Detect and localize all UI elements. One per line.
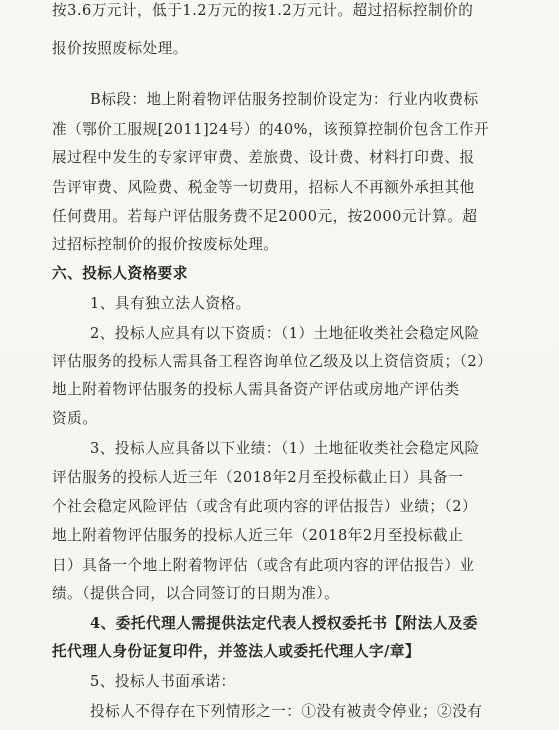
text-line: 1、具有独立法人资格。 (90, 295, 251, 312)
text-line: 评估服务的投标人近三年（2018年2月至投标截止日）具备一 (52, 469, 464, 486)
text-line: 告评审费、风险费、税金等一切费用，招标人不再额外承担其他 (52, 179, 475, 196)
text-line: 4、委托代理人需提供法定代表人授权委托书【附法人及委 (90, 615, 479, 632)
text-line: 资质。 (52, 410, 98, 427)
text-line: B标段：地上附着物评估服务控制价设定为：行业内收费标 (90, 91, 479, 108)
text-line: 5、投标人书面承诺： (90, 673, 236, 690)
text-line: 绩。（提供合同，以合同签订的日期为准）。 (52, 585, 340, 602)
text-line: 地上附着物评估服务的投标人需具备资产评估或房地产评估类 (52, 381, 460, 398)
text-line: 任何费用。若每户评估服务费不足2000元，按2000元计算。超 (52, 208, 478, 225)
text-line: 3、投标人应具备以下业绩：（1）土地征收类社会稳定风险 (90, 440, 480, 457)
text-line: 展过程中发生的专家评审费、差旅费、设计费、材料打印费、报 (52, 149, 475, 166)
text-line: 评估服务的投标人需具备工程咨询单位乙级及以上资信资质；（2） (52, 353, 493, 370)
text-line: 按3.6万元计，低于1.2万元的按1.2万元计。超过招标控制价的 (52, 2, 474, 19)
text-line: 报价按照废标处理。 (52, 40, 188, 57)
text-line: 准（鄂价工服规[2011]24号）的40%，该预算控制价包含工作开 (52, 121, 490, 138)
text-line: 日）具备一个地上附着物评估（或含有此项内容的评估报告）业 (52, 557, 475, 574)
text-line: 托代理人身份证复印件，并签法人或委托代理人字/章】 (52, 643, 421, 660)
text-line: 过招标控制价的报价按废标处理。 (52, 236, 279, 253)
text-line: 投标人不得存在下列情形之一：①没有被责令停业；②没有 (90, 703, 483, 720)
text-line: 个社会稳定风险评估（或含有此项内容的评估报告）业绩；（2） (52, 498, 478, 515)
text-line: 地上附着物评估服务的投标人近三年（2018年2月至投标截止 (52, 527, 464, 544)
text-line: 2、投标人应具有以下资质：（1）土地征收类社会稳定风险 (90, 325, 480, 342)
section-heading: 六、投标人资格要求 (52, 265, 188, 282)
